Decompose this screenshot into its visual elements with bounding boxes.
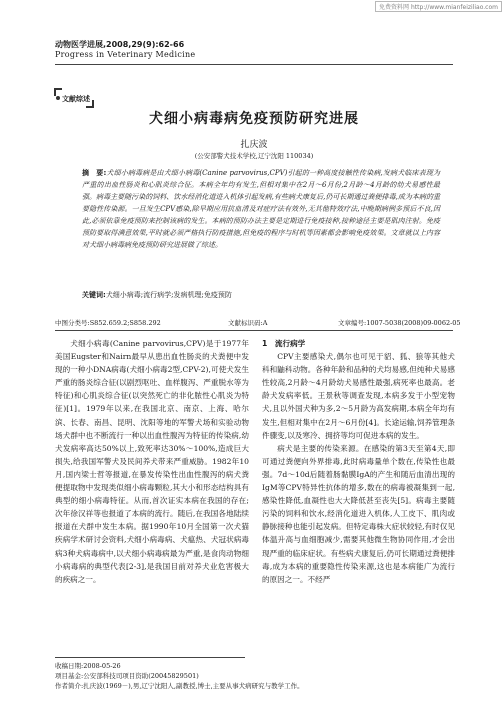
author: 扎庆波 xyxy=(240,140,268,150)
keywords-text: 犬细小病毒;流行病学;发病机理;免疫预防 xyxy=(105,291,232,299)
abstract-label: 摘 要: xyxy=(82,169,107,177)
section-badge: 文献综述 xyxy=(62,94,90,103)
abstract-text: 犬细小病毒病是由犬细小病毒(Canine parvovirus,CPV)引起的一种高度接触性传染病,发病犬临床表现为严重的出血性肠炎和心肌炎综合征。本病全年均有发生,但相对集中在2月～6月份,2月龄～4月龄的幼犬易感性最强。病毒主要随污染的饲料、饮水经消化道进入机体引起发病,有些病犬康复后,仍可长期通过粪便排毒,成为本病的重要隐性传染源。一旦发生CPV感染,除早期应用抗血清及对症疗法有效外,无其他特效疗法,中晚期病例多预后不良,因此,必须依靠免疫预防来控制该病的发生。本病的预防办法主要是定期进行免疫接种,接种途径主要是肌肉注射。免疫预防要取得满意效果,平时就必须严格执行防疫措施,但免疫的程序与时机等因素都会影响免疫效果。文章就以上内容对犬细小病毒病免疫预防研究进展做了综述。 xyxy=(82,169,440,249)
header-rule xyxy=(55,64,453,65)
fund-info: 项目基金:公安部科技司项目资助(20045829501) xyxy=(55,672,199,680)
author-bio: 作者简介:扎庆波(1969－),男,辽宁沈阳人,副教授,博士,主要从事犬病研究与教学工作。 xyxy=(55,682,304,690)
clc-number: 中图分类号:S852.659.2;S858.292 xyxy=(55,319,161,327)
left-column xyxy=(55,337,249,586)
meta-rule xyxy=(55,330,453,331)
watermark: 免费资料网 http://www.mianfeiziliao.com xyxy=(375,1,502,12)
abstract xyxy=(82,167,440,251)
journal-name: Progress in Veterinary Medicine xyxy=(55,50,196,59)
journal-citation: 动物医学进展,2008,29(9):62-66 xyxy=(55,40,185,49)
keywords xyxy=(82,290,440,300)
affiliation: (公安部警犬技术学校,辽宁沈阳 110034) xyxy=(194,152,314,160)
article-number: 文章编号:1007-5038(2008)09-0062-05 xyxy=(338,319,461,327)
received-date: 收稿日期:2008-05-26 xyxy=(55,662,121,670)
footnote-rule xyxy=(55,657,245,658)
footnote xyxy=(55,661,304,691)
section-heading: 1 流行病学 xyxy=(262,339,306,348)
document-code: 文献标识码:A xyxy=(228,319,268,327)
body-paragraph: 犬细小病毒(Canine parvovirus,CPV)是于1977年美国Eugster和Nairn最早从患出血性肠炎的犬粪便中发现的一种小DNA病毒(犬细小病毒2型,CPV-2),可使犬发生严重的肠炎综合征(以剧烈呕吐、血样腹泻、严重脱水等为特征)和心肌炎综合征(以突然死亡的非化脓性心肌炎为特征)[1]。1979年以来,在我国北京、南京、上海、哈尔滨、长春、南昌、昆明、沈阳等地的军警犬场和实验动物场犬群中也不断流行一种以出血性腹泻为特征的传染病,幼犬发病率高达50%以上,致死率达30%～100%,造成巨大损失,给我国军警犬及民间养犬带来严重威胁。1982年10月,国内梁士哲等报道,在暴发传染性出血性腹泻的病犬粪便提取物中发现类似细小病毒颗粒,其大小和形态结构具有典型的细小病毒特征。从而,首次证实本病在我国的存在;次年徐汉祥等也报道了本病的流行。随后,在我国各地陆续报道在犬群中发生本病。据1990年10月全国第一次犬猫疾病学术研讨会资料,犬细小病毒病、犬瘟热、犬冠状病毒病3种犬病毒病中,以犬细小病毒病最为严重,是食肉动物细小病毒病的典型代表[2-3],是我国目前对养犬业危害极大的疾病之一。 xyxy=(55,339,249,584)
journal-header xyxy=(55,40,195,60)
right-column xyxy=(262,337,455,586)
body-paragraph: CPV主要感染犬,偶尔也可见于貂、狐、狼等其他犬科和鼬科动物。各种年龄和品种的犬均易感,但纯种犬易感性较高,2月龄～4月龄幼犬易感性最强,病死率也最高。老龄犬发病率低。王景秋等调查发现,本病多发于小型宠物犬,且以外国犬种为多,2～5月龄为高发病期,本病全年均有发生,但相对集中在2月～6月份[4]。长途运输,饲养管理条件骤变,以及寒冷、拥挤等均可促进本病的发生。 xyxy=(262,352,455,440)
paper-title: 犬细小病毒病免疫预防研究进展 xyxy=(149,111,359,127)
keywords-label: 关键词: xyxy=(82,291,106,299)
body-paragraph: 病犬是主要的传染来源。在感染的第3天至第4天,即可通过粪便向外界排毒,此时病毒量单个数在,传染性也最强。7d～10d后随着肠黏膜IgA的产生和随后血清出现的IgM等CPV特异性抗体的增多,数在的病毒被凝集到一起,感染性降低,血凝性也大大降低甚至丧失[5]。病毒主要随污染的饲料和饮水,经消化道进入机体,人工皮下、肌肉或静脉接种也能引起发病。但特定毒株大症状较轻,有时仅见体温升高与血细胞减少,需要其他微生物协同作用,才会出现严重的临床症状。有些病犬康复后,仍可长期通过粪便排毒,成为本病的重要隐性传染来源,这也是本病能广为流行的原因之一。不经严 xyxy=(262,443,455,584)
